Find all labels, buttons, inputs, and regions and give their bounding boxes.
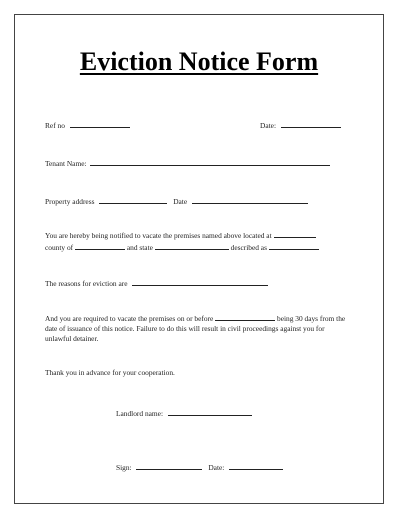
sign-field[interactable]: [136, 461, 202, 470]
landlord-field[interactable]: [168, 407, 252, 416]
tenant-label: Tenant Name:: [45, 159, 87, 168]
tenant-field[interactable]: [90, 157, 330, 166]
notice-text-a: You are hereby being notified to vacate the premises named above located at: [45, 231, 272, 240]
county-field[interactable]: [75, 241, 125, 250]
notice-paragraph: [45, 229, 345, 253]
date-row: [260, 119, 341, 131]
reasons-field[interactable]: [132, 277, 268, 286]
vacate-date-field[interactable]: [215, 312, 275, 321]
property-field[interactable]: [99, 195, 167, 204]
reasons-row: [45, 277, 268, 289]
landlord-row: [116, 407, 252, 419]
sign-label: Sign:: [116, 463, 132, 472]
date-label: Date:: [260, 121, 277, 130]
state-field[interactable]: [155, 241, 229, 250]
description-field[interactable]: [269, 241, 319, 250]
ref-label: Ref no: [45, 121, 65, 130]
vacate-paragraph: [45, 312, 351, 344]
property-date-label: Date: [173, 197, 188, 206]
property-row: [45, 195, 308, 207]
reasons-label: The reasons for eviction are: [45, 279, 128, 288]
form-page: [14, 14, 384, 504]
notice-text-c: and state: [126, 243, 153, 252]
location-field[interactable]: [274, 229, 316, 238]
vacate-text-a: And you are required to vacate the premises on or before: [45, 314, 214, 323]
tenant-row: [45, 157, 330, 169]
thanks-text: Thank you in advance for your cooperation.: [45, 368, 175, 377]
ref-row: [45, 119, 130, 131]
notice-text-b: county of: [45, 243, 74, 252]
sign-date-label: Date:: [208, 463, 225, 472]
thanks-row: [45, 368, 175, 378]
vacate-text-c: from the date of issuance of this notice. Failure to do this will result in civil proceedings against you for unlawful detainer.: [45, 314, 346, 343]
property-label: Property address: [45, 197, 95, 206]
sign-row: [116, 461, 283, 473]
ref-field[interactable]: [70, 119, 130, 128]
sign-date-field[interactable]: [229, 461, 283, 470]
date-field[interactable]: [281, 119, 341, 128]
notice-text-d: described as: [230, 243, 267, 252]
landlord-label: Landlord name:: [116, 409, 163, 418]
vacate-text-b: being 30 days: [277, 314, 319, 323]
property-date-field[interactable]: [192, 195, 308, 204]
form-title: Eviction Notice Form: [79, 47, 319, 76]
